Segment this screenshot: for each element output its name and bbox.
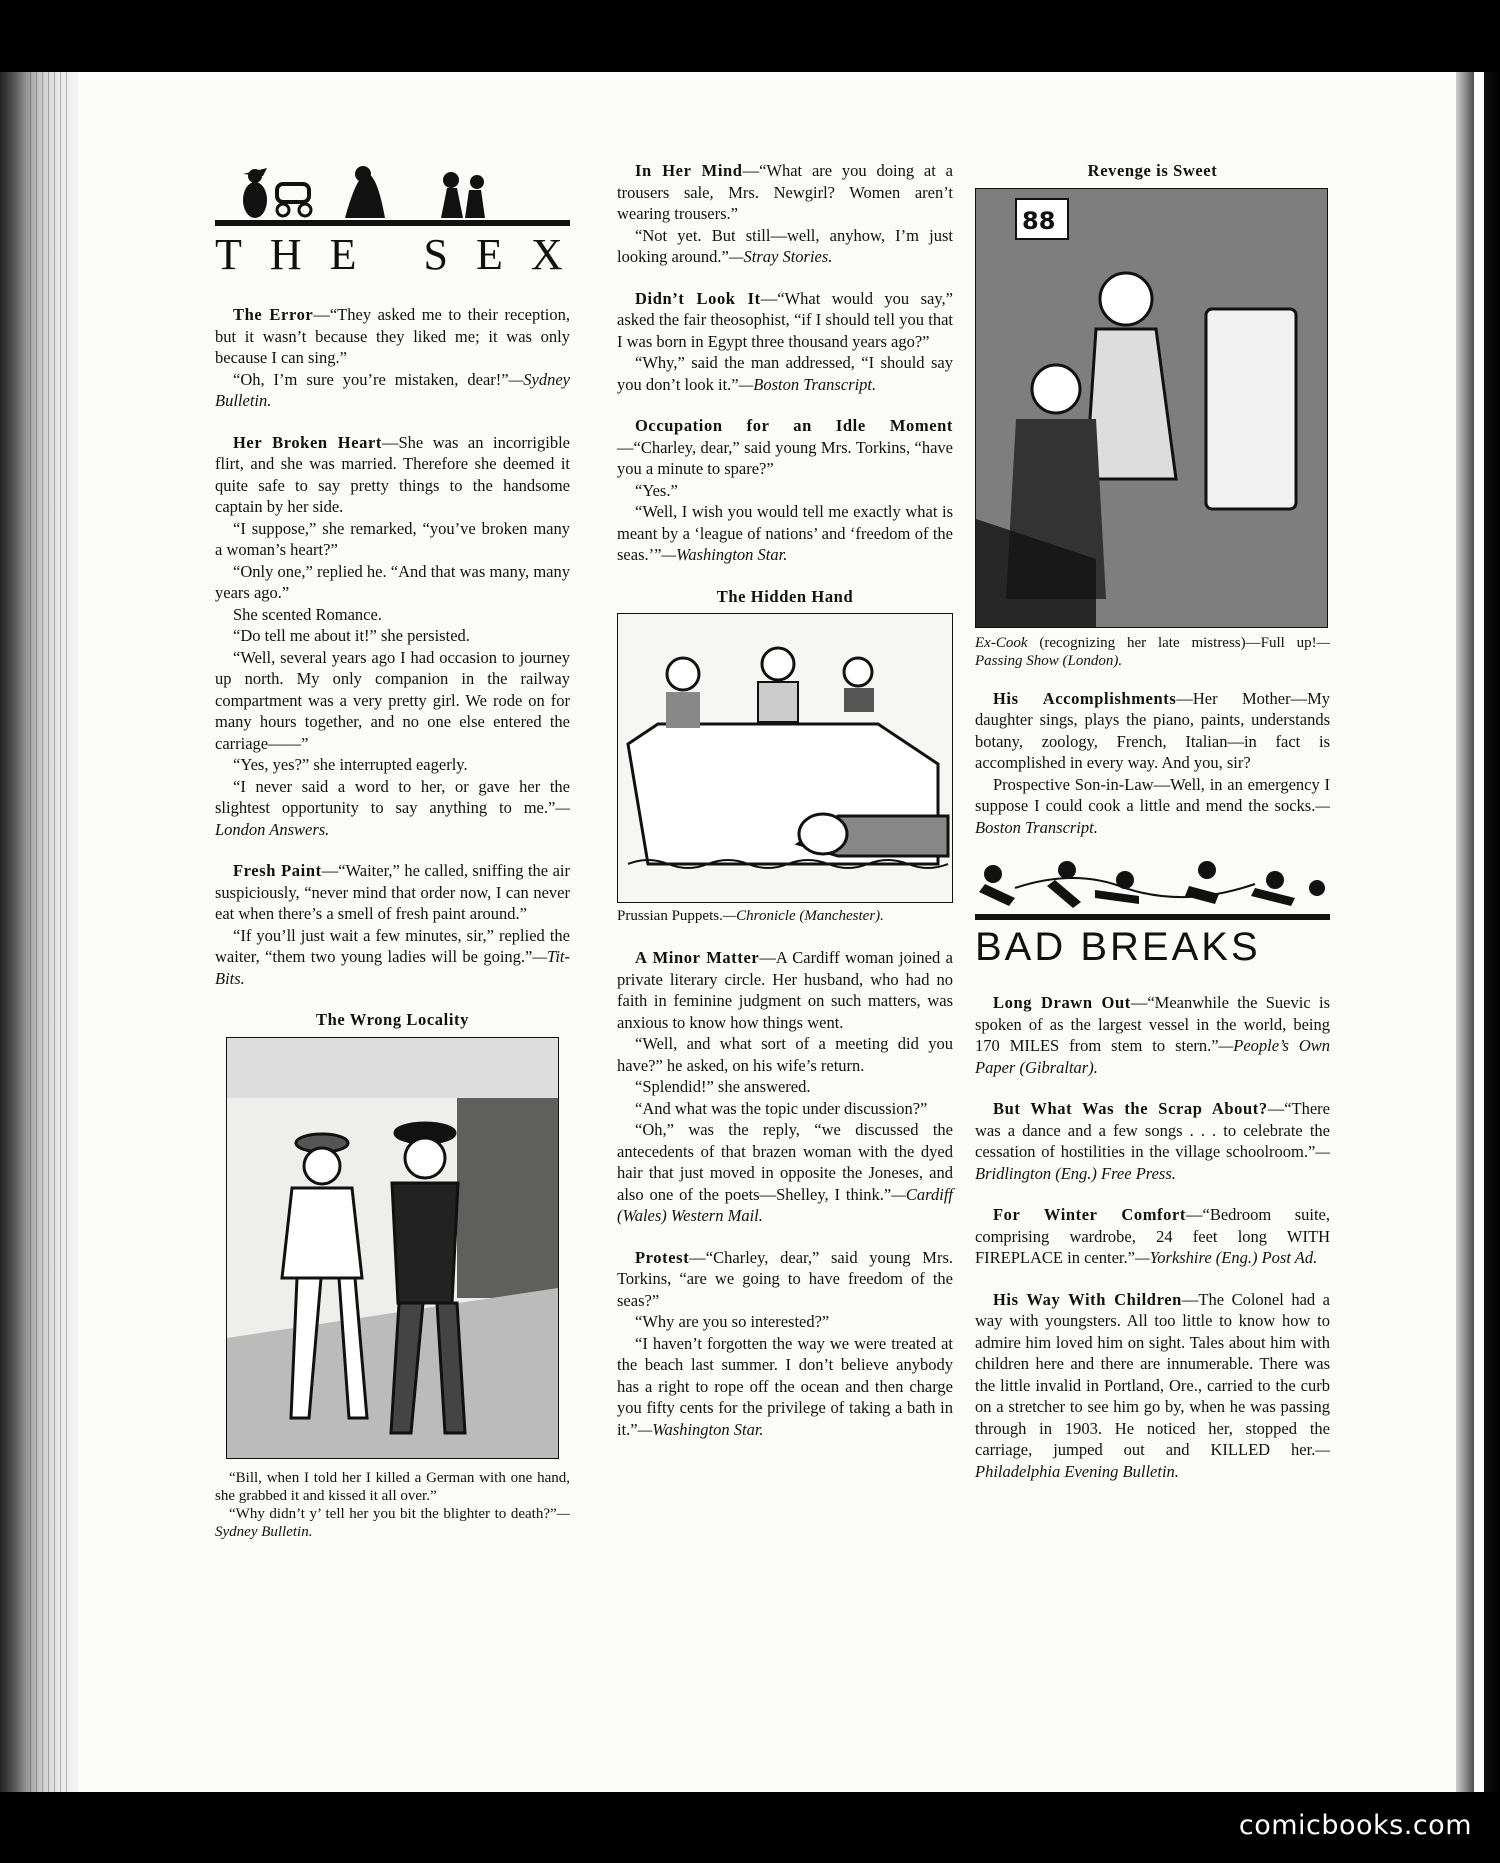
spine-texture xyxy=(30,72,70,1792)
caption-line: “Why didn’t y’ tell her you bit the blighter to death?”—Sydney Bulletin. xyxy=(215,1505,570,1540)
article-paragraph: “Not yet. But still—well, anyhow, I’m just looking around.”—Stray Stories. xyxy=(617,225,953,266)
article-item xyxy=(617,1247,953,1441)
article-heading: A Minor Matter xyxy=(635,948,760,967)
section-title-the-sex: THE SEX xyxy=(215,230,591,279)
cartoon-title: Revenge is Sweet xyxy=(1087,161,1218,180)
caption-line: “Bill, when I told her I killed a German with one hand, she grabbed it and kissed it all over.” xyxy=(215,1469,570,1504)
article-source: —Washington Star. xyxy=(661,545,788,564)
page-edge-strip xyxy=(1474,72,1484,1792)
article-item xyxy=(617,415,953,566)
article-paragraph: “Why are you so interested?” xyxy=(635,1312,830,1331)
article-paragraph: “Splendid!” she answered. xyxy=(635,1077,811,1096)
cartoon-caption xyxy=(215,1469,570,1541)
article-paragraph: Protest—“Charley, dear,” said young Mrs. Torkins, “are we going to have freedom of the seas?” xyxy=(617,1247,953,1310)
bad-breaks-banner-art xyxy=(975,858,1330,914)
article-paragraph: “Oh, I’m sure you’re mistaken, dear!”—Sydney Bulletin. xyxy=(215,369,570,410)
article-item xyxy=(617,160,953,268)
article-paragraph: His Accomplishments—Her Mother—My daughter sings, plays the piano, paints, understands botany, zoology, French, Italian—in fact is accomplished in every way. And you, sir? xyxy=(975,688,1330,772)
article-paragraph: Her Broken Heart—She was an incorrigible flirt, and she was married. Therefore she deemed it quite safe to say pretty things to the handsome captain by her side. xyxy=(215,432,570,516)
banner-rule xyxy=(975,914,1330,920)
caption-source: —Sydney Bulletin. xyxy=(215,1505,570,1540)
article-source: —Cardiff (Wales) Western Mail. xyxy=(617,1184,953,1225)
article-paragraph: She scented Romance. xyxy=(233,604,382,624)
article-paragraph: But What Was the Scrap About?—“There was a dance and a few songs . . . to celebrate the cessation of hostilities in the village schoolroom.”—Bridlington (Eng.) Free Press. xyxy=(975,1099,1330,1183)
article-source: —Tit-Bits. xyxy=(215,947,570,988)
article-paragraph: For Winter Comfort—“Bedroom suite, comprising wardrobe, 24 feet long WITH FIREPLACE in center.”—Yorkshire (Eng.) Post Ad. xyxy=(975,1205,1330,1267)
article-paragraph: Occupation for an Idle Moment—“Charley, dear,” said young Mrs. Torkins, “have you a minute to spare?” xyxy=(617,416,953,478)
article-item xyxy=(975,1289,1330,1483)
article-paragraph: A Minor Matter—A Cardiff woman joined a private literary circle. Her husband, who had no faith in feminine judgment on such matters, was anxious to know how things went. xyxy=(617,948,953,1032)
article-item xyxy=(975,1098,1330,1184)
article-paragraph: Long Drawn Out—“Meanwhile the Suevic is spoken of as the largest vessel in the world, being 170 MILES from stem to stern.”—People’s Own Paper (Gibraltar). xyxy=(975,993,1331,1077)
cartoon-title: The Hidden Hand xyxy=(716,586,854,606)
article-paragraph: “Well, and what sort of a meeting did you have?” he asked, on his wife’s return. xyxy=(617,1034,953,1075)
article-heading: Her Broken Heart xyxy=(233,432,382,452)
article-item xyxy=(975,688,1330,839)
article-paragraph: His Way With Children—The Colonel had a way with youngsters. All too little to know how to admire him loved him on sight. Tales about him with children here and there are innumerable. There was the little invalid in Portland, Ore., carried to the curb on a stretcher to see him go by, when he was passing through in 1903. He noticed her, stopped the carriage, jumped out and KILLED her.—Philadelphia Evening Bulletin. xyxy=(975,1289,1330,1481)
watermark: comicbooks.com xyxy=(1238,1810,1472,1841)
article-item xyxy=(215,304,570,412)
article-paragraph: “Yes, yes?” she interrupted eagerly. xyxy=(233,755,468,774)
article-paragraph: “Only one,” replied he. “And that was many, many years ago.” xyxy=(215,561,570,602)
article-paragraph: In Her Mind—“What are you doing at a trousers sale, Mrs. Newgirl? Women aren’t wearing trousers.” xyxy=(617,161,953,223)
column-1 xyxy=(215,160,591,1541)
article-paragraph: “I never said a word to her, or gave her the slightest opportunity to say anything to me.”—London Answers. xyxy=(215,776,570,839)
article-paragraph: “Why,” said the man addressed, “I should say you don’t look it.”—Boston Transcript. xyxy=(617,353,953,394)
article-paragraph: The Error—“They asked me to their reception, but it wasn’t because they liked me; it was only because I can sing.” xyxy=(215,305,570,367)
article-source: —Philadelphia Evening Bulletin. xyxy=(975,1440,1330,1481)
article-heading: His Accomplishments xyxy=(993,688,1177,708)
article-heading: Long Drawn Out xyxy=(993,993,1131,1012)
article-heading: Occupation for an Idle Moment xyxy=(635,416,953,435)
article-item xyxy=(617,288,953,396)
article-paragraph: Didn’t Look It—“What would you say,” asked the fair theosophist, “if I should tell you that I was born in Egypt three thousand years ago?” xyxy=(617,288,953,351)
article-source: —People’s Own Paper (Gibraltar). xyxy=(975,1036,1331,1077)
cartoon-title: The Wrong Locality xyxy=(316,1010,469,1029)
caption-source: —Chronicle (Manchester). xyxy=(722,908,884,924)
article-heading: But What Was the Scrap About? xyxy=(993,1099,1268,1118)
article-paragraph: “Well, several years ago I had occasion to journey up north. My only companion in the railway compartment was a very pretty girl. We rode on for many hours together, and no one else entered the carriage——” xyxy=(215,647,570,753)
column-3 xyxy=(975,160,1330,1502)
article-heading: His Way With Children xyxy=(993,1289,1182,1309)
caption-source: —Passing Show (London). xyxy=(975,634,1330,669)
article-source: —Washington Star. xyxy=(637,1419,764,1439)
article-paragraph: Fresh Paint—“Waiter,” he called, sniffing the air suspiciously, “never mind that order now, I can never eat when there’s a smell of fresh paint around.” xyxy=(215,861,570,923)
article-heading: For Winter Comfort xyxy=(993,1205,1187,1224)
article-source: —Boston Transcript. xyxy=(975,796,1330,837)
cartoon-hidden-hand xyxy=(617,613,953,903)
article-paragraph: “If you’ll just wait a few minutes, sir,” replied the waiter, “them two young ladies will be going.”—Tit-Bits. xyxy=(215,925,570,988)
article-paragraph: “Yes.” xyxy=(635,480,678,500)
article-item xyxy=(617,947,953,1227)
article-paragraph: “Do tell me about it!” she persisted. xyxy=(233,626,470,645)
article-paragraph: “I haven’t forgotten the way we were treated at the beach last summer. I don’t believe anybody has a right to rope off the ocean and then charge you fifty cents for the privilege of taking a bath in it.”—Washington Star. xyxy=(617,1333,953,1439)
article-source: —Yorkshire (Eng.) Post Ad. xyxy=(1134,1248,1318,1267)
cartoon-revenge-is-sweet xyxy=(975,188,1328,628)
cartoon-caption: Prussian Puppets.—Chronicle (Manchester). xyxy=(617,908,884,924)
svg-text:88: 88 xyxy=(1022,206,1056,235)
article-heading: In Her Mind xyxy=(635,161,743,180)
article-source: —Bridlington (Eng.) Free Press. xyxy=(975,1142,1330,1183)
banner-rule xyxy=(215,220,570,226)
bottom-margin xyxy=(0,1792,1500,1863)
article-source: —Sydney Bulletin. xyxy=(215,369,570,410)
article-heading: Protest xyxy=(635,1247,690,1267)
article-item xyxy=(215,860,570,989)
section-title-bad-breaks: BAD BREAKS xyxy=(975,925,1261,969)
article-paragraph: “Oh,” was the reply, “we discussed the antecedents of that brazen woman with the dyed hair that just moved in opposite the Joneses, and also one of the poets—Shelley, I think.”—Cardiff (Wales) Western Mail. xyxy=(617,1120,953,1225)
article-paragraph: “I suppose,” she remarked, “you’ve broken many a woman’s heart?” xyxy=(215,518,570,559)
cartoon-caption: Ex-Cook (recognizing her late mistress)—Full up!—Passing Show (London). xyxy=(975,634,1330,669)
article-source: —Boston Transcript. xyxy=(738,374,877,394)
article-item xyxy=(975,1204,1330,1269)
article-paragraph: “Well, I wish you would tell me exactly what is meant by a ‘league of nations’ and ‘freedom of the seas.’”—Washington Star. xyxy=(617,502,953,564)
article-item xyxy=(215,432,570,841)
article-heading: Didn’t Look It xyxy=(635,288,761,308)
article-paragraph: “And what was the topic under discussion?” xyxy=(635,1098,928,1118)
article-heading: Fresh Paint xyxy=(233,861,322,880)
the-sex-banner-art xyxy=(215,160,570,220)
article-item xyxy=(975,992,1330,1078)
cartoon-wrong-locality xyxy=(226,1037,559,1459)
top-margin xyxy=(0,0,1500,72)
article-paragraph: Prospective Son-in-Law—Well, in an emergency I suppose I could cook a little and mend the socks.—Boston Transcript. xyxy=(975,774,1330,837)
article-source: —London Answers. xyxy=(215,798,570,839)
article-source: —Stray Stories. xyxy=(728,247,833,266)
article-heading: The Error xyxy=(233,305,314,324)
column-2 xyxy=(617,160,953,1460)
